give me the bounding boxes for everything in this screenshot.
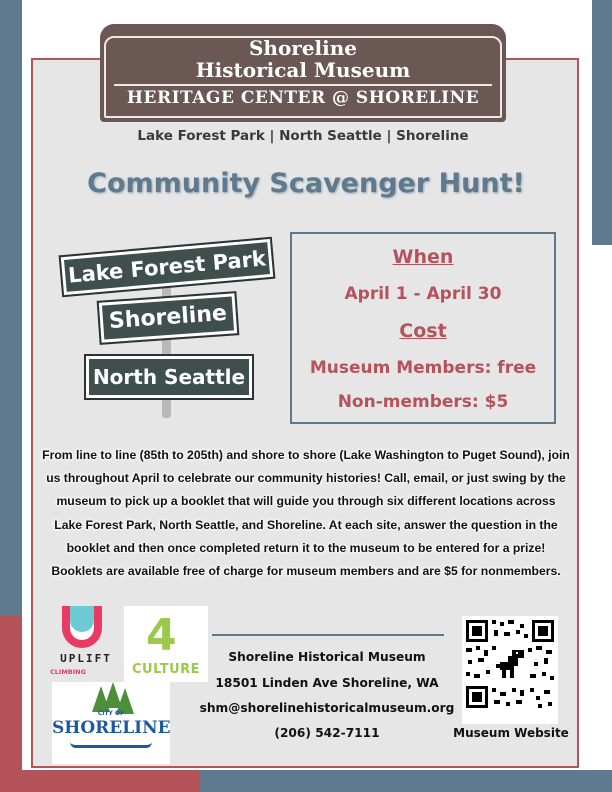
- qr-code-icon: [464, 618, 556, 710]
- uplift-u-icon-core: [70, 606, 94, 632]
- event-dates: April 1 - April 30: [344, 284, 502, 304]
- frame-bottom-right-strip: [200, 770, 612, 792]
- 4culture-mark: 4: [146, 610, 177, 661]
- frame-left-bar: [0, 0, 22, 616]
- qr-caption: Museum Website: [453, 726, 569, 740]
- uplift-climbing-logo: [50, 606, 118, 676]
- page-title: Community Scavenger Hunt!: [87, 168, 525, 199]
- street-sign-shoreline: Shoreline: [99, 293, 237, 342]
- contact-name: Shoreline Historical Museum: [228, 650, 426, 664]
- frame-bottom-left-strip: [0, 770, 200, 792]
- uplift-name: UPLIFT: [60, 652, 112, 665]
- wave-icon: [70, 742, 152, 748]
- city-of-shoreline-logo: [52, 682, 170, 764]
- city-name: SHORELINE: [52, 718, 171, 738]
- city-prefix: CITY OF: [97, 710, 125, 717]
- museum-title-line1: Shoreline: [248, 36, 358, 60]
- contact-address: 18501 Linden Ave Shoreline, WA: [215, 676, 439, 690]
- service-areas: Lake Forest Park | North Seattle | Shoreline: [137, 128, 469, 144]
- contact-email[interactable]: shm@shorelinehistoricalmuseum.org: [199, 701, 455, 715]
- uplift-sub: CLIMBING: [50, 668, 86, 676]
- event-description: From line to line (85th to 205th) and shore to shore (Lake Washington to Puget Sound), join us throughout April to celebrate our community histories! Call, email, or just swing by the museum to pick up a booklet that will guide you through six different locations across Lake Forest Park, North Seattle, and Shoreline. At each site, answer the question in the booklet and then once completed return it to the museum to be entered for a prize! Booklets are available free of charge for museum members and are $5 for nonmembers.: [42, 448, 570, 579]
- contact-phone[interactable]: (206) 542-7111: [274, 726, 380, 740]
- street-sign-lake-forest-park: Lake Forest Park: [61, 239, 274, 295]
- contact-divider: [212, 634, 444, 636]
- 4culture-name: CULTURE: [131, 662, 201, 677]
- cost-label: Cost: [399, 320, 447, 342]
- member-price: Museum Members: free: [309, 358, 537, 378]
- street-sign-north-seattle: North Seattle: [86, 356, 252, 398]
- nonmember-price: Non-members: $5: [337, 392, 509, 412]
- museum-title-line3: HERITAGE CENTER @ SHORELINE: [126, 88, 480, 108]
- 4culture-logo: [124, 606, 208, 682]
- when-label: When: [392, 246, 454, 268]
- museum-sign-divider: [114, 84, 492, 86]
- qr-code[interactable]: [462, 616, 558, 724]
- museum-title-line2: Historical Museum: [195, 58, 411, 82]
